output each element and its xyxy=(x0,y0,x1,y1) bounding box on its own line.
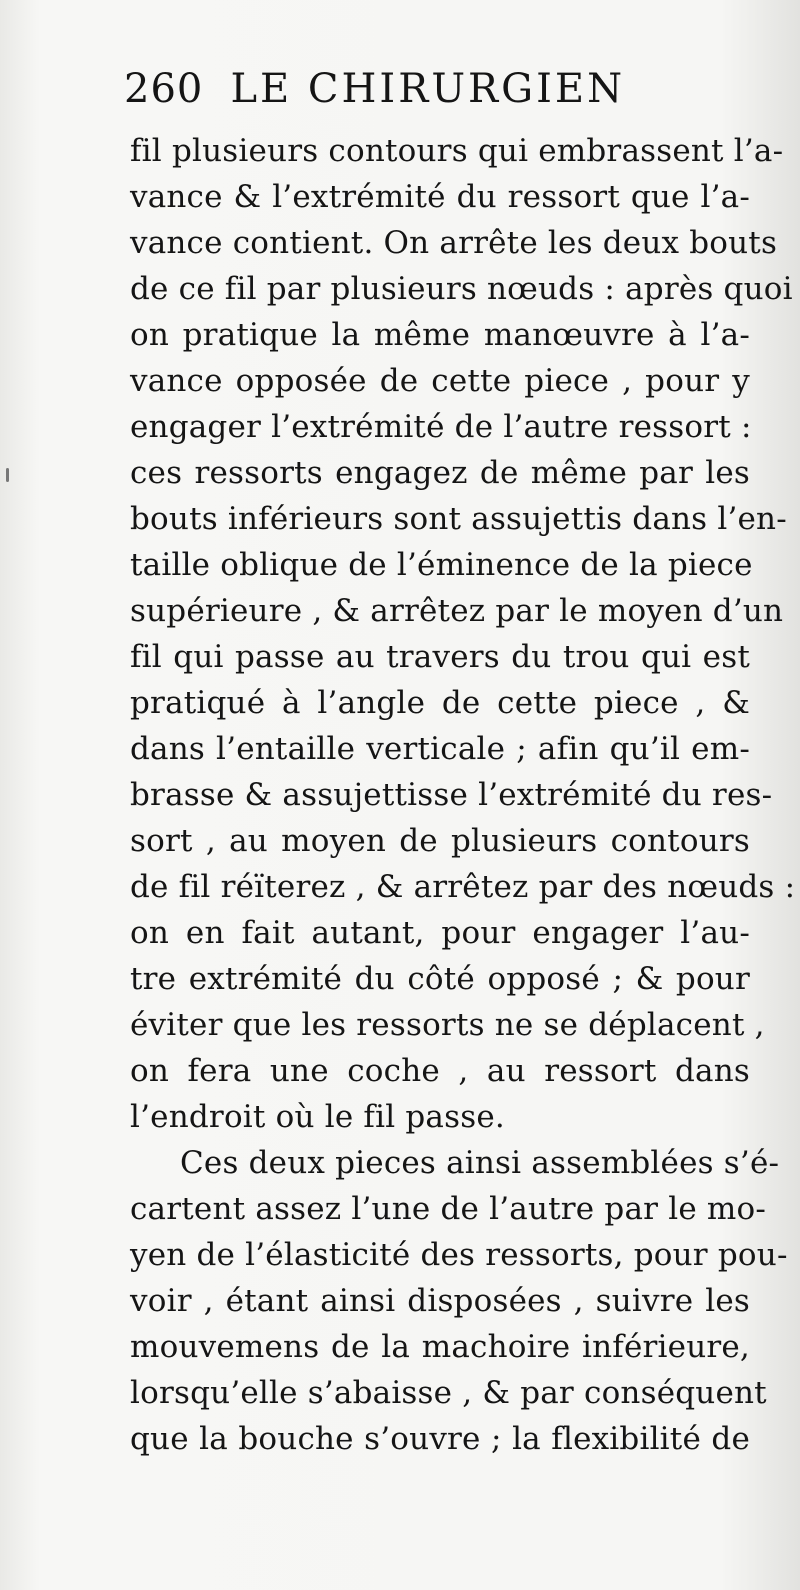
text-line: vance & l’extrémité du ressort que l’a- xyxy=(130,179,750,215)
text-line: brasse & assujettisse l’extrémité du res- xyxy=(130,777,773,813)
text-line: mouvemens de la machoire inférieure, xyxy=(130,1329,750,1365)
text-line: sort , au moyen de plusieurs contours xyxy=(130,823,750,859)
paragraph-end-line: l’endroit où le fil passe. xyxy=(130,1099,505,1135)
text-line: de ce fil par plusieurs nœuds : après quoi xyxy=(130,271,793,307)
text-line: bouts inférieurs sont assujettis dans l’en- xyxy=(130,501,787,537)
text-line: yen de l’élasticité des ressorts, pour pou- xyxy=(130,1237,788,1273)
text-line: ces ressorts engagez de même par les xyxy=(130,455,750,491)
body-text xyxy=(130,128,796,1462)
running-title: LE CHIRURGIEN xyxy=(230,66,626,112)
paragraph-start-line: Ces deux pieces ainsi assemblées s’é- xyxy=(180,1145,780,1181)
text-line: fil qui passe au travers du trou qui est xyxy=(130,639,750,675)
text-line: pratiqué à l’angle de cette piece , & xyxy=(130,685,750,721)
text-line: engager l’extrémité de l’autre ressort : xyxy=(130,409,752,445)
page-number: 260 xyxy=(124,66,204,112)
running-head xyxy=(124,66,724,128)
text-line: fil plusieurs contours qui embrassent l’a- xyxy=(130,133,784,169)
text-line: dans l’entaille verticale ; afin qu’il em- xyxy=(130,731,750,767)
text-line: voir , étant ainsi disposées , suivre les xyxy=(130,1283,750,1319)
text-line: de fil réïterez , & arrêtez par des nœuds : xyxy=(130,869,796,905)
text-line: on fera une coche , au ressort dans xyxy=(130,1053,750,1089)
text-line: lorsqu’elle s’abaisse , & par conséquent xyxy=(130,1375,767,1411)
text-line: éviter que les ressorts ne se déplacent , xyxy=(130,1007,765,1043)
text-line: vance contient. On arrête les deux bouts xyxy=(130,225,778,261)
text-line: vance opposée de cette piece , pour y xyxy=(130,363,750,399)
text-line: on pratique la même manœuvre à l’a- xyxy=(130,317,750,353)
text-line: taille oblique de l’éminence de la piece xyxy=(130,547,753,583)
paper-speck xyxy=(6,468,9,482)
text-line: cartent assez l’une de l’autre par le mo- xyxy=(130,1191,767,1227)
text-line: que la bouche s’ouvre ; la flexibilité de xyxy=(130,1421,750,1457)
text-line: on en fait autant, pour engager l’au- xyxy=(130,915,750,951)
text-line: tre extrémité du côté opposé ; & pour xyxy=(130,961,750,997)
text-line: supérieure , & arrêtez par le moyen d’un xyxy=(130,593,784,629)
